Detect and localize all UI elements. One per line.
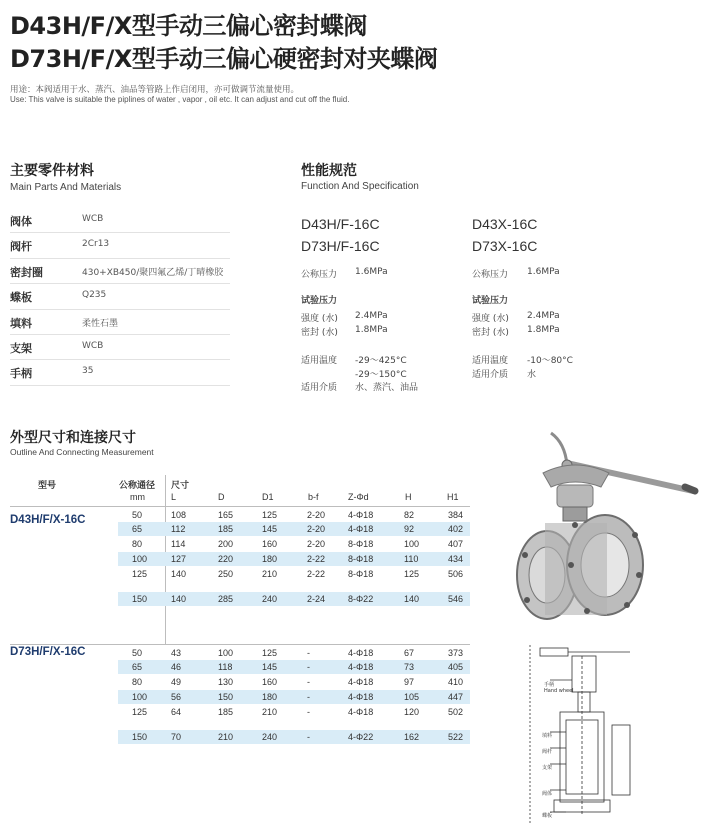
drawing-label: 阀杆 [542, 749, 553, 755]
table-cell: 4-Φ18 [348, 662, 374, 672]
table-cell: 160 [262, 539, 278, 549]
table-cell: 67 [404, 648, 415, 658]
table-cell: 240 [262, 732, 278, 742]
table-cell: 546 [448, 594, 464, 604]
model-label-group1: D43H/F/X-16C [10, 514, 86, 526]
table-cell: 140 [171, 569, 187, 579]
drawing-label: Hand wheel [544, 688, 574, 694]
spec-heading-en: Function And Specification [301, 181, 419, 192]
spec-label: 公称压力 [472, 270, 509, 280]
table-row [118, 660, 470, 674]
part-material: 2Cr13 [82, 239, 110, 250]
table-cell: 8-Φ18 [348, 539, 374, 549]
table-cell: 80 [132, 539, 143, 549]
spec-model-a: D43H/F-16C [301, 216, 380, 232]
table-cell: 405 [448, 662, 464, 672]
spec-value: -10～80°C [527, 356, 573, 366]
drawing-label: 阀体 [542, 791, 553, 797]
spec-value: 2.4MPa [527, 311, 560, 321]
table-cell: 97 [404, 677, 415, 687]
table-cell: 82 [404, 510, 415, 520]
table-cell: 434 [448, 554, 464, 564]
col-head-bf: b-f [308, 492, 319, 502]
table-cell: 2-22 [307, 569, 326, 579]
table-cell: 112 [171, 524, 186, 534]
part-material: 430+XB450/聚四氟乙烯/丁晴橡胶 [82, 267, 224, 278]
table-cell: 100 [132, 692, 148, 702]
table-cell: 100 [218, 648, 234, 658]
table-cell: 100 [132, 554, 148, 564]
table-cell: - [307, 707, 310, 717]
table-cell: 185 [218, 707, 234, 717]
table-cell: 125 [132, 707, 148, 717]
table-row [118, 646, 470, 660]
table-cell: 8-Φ18 [348, 569, 374, 579]
parts-heading-cn: 主要零件材料 [10, 163, 94, 179]
table-cell: 180 [262, 692, 278, 702]
part-name: 密封圈 [10, 265, 43, 279]
table-cell: 118 [218, 662, 233, 672]
spec-value: 1.8MPa [355, 325, 388, 335]
table-cell: 130 [218, 677, 234, 687]
spec-subheading: 试验压力 [301, 296, 338, 306]
table-cell: 4-Φ22 [348, 732, 374, 742]
part-material: 35 [82, 366, 94, 377]
table-row [118, 537, 470, 551]
spec-model-b: D73H/F-16C [301, 238, 380, 254]
table-cell: - [307, 732, 310, 742]
table-cell: - [307, 692, 310, 702]
col-head-dn: 公称通径 [119, 480, 156, 490]
table-cell: 200 [218, 539, 234, 549]
col-head-L: L [171, 492, 177, 502]
spec-value: 水、蒸汽、油品 [355, 383, 419, 393]
table-cell: 125 [262, 510, 278, 520]
table-cell: 49 [171, 677, 182, 687]
parts-heading-en: Main Parts And Materials [10, 182, 122, 193]
part-material: 柔性石墨 [82, 318, 119, 329]
spec-label: 适用介质 [301, 383, 338, 393]
table-cell: 162 [404, 732, 420, 742]
drawing-label: 蝶板 [542, 813, 553, 819]
table-cell: 2-20 [307, 539, 326, 549]
table-cell: 108 [171, 510, 187, 520]
table-cell: 92 [404, 524, 415, 534]
usage-text-en: Use: This valve is suitable the piplines of water , vapor , oil etc. It can adjust and cut off the fluid. [10, 95, 350, 104]
table-cell: 140 [404, 594, 420, 604]
table-cell: 373 [448, 648, 464, 658]
table-cell: 150 [132, 594, 148, 604]
table-cell: 410 [448, 677, 464, 687]
table-cell: 407 [448, 539, 464, 549]
table-cell: 180 [262, 554, 278, 564]
table-cell: 50 [132, 648, 143, 658]
spec-value: 1.8MPa [527, 325, 560, 335]
table-cell: 125 [262, 648, 278, 658]
table-row [118, 730, 470, 744]
table-cell: 125 [404, 569, 420, 579]
spec-value: 1.6MPa [527, 267, 560, 277]
spec-value: 水 [527, 370, 537, 380]
table-cell: 160 [262, 677, 278, 687]
spec-label: 适用温度 [472, 356, 509, 366]
table-cell: 2-24 [307, 594, 326, 604]
spec-model-b: D73X-16C [472, 238, 538, 254]
part-row [10, 335, 230, 360]
spec-label: 强度 (水) [301, 314, 338, 324]
table-cell: 145 [262, 662, 278, 672]
table-row [118, 567, 470, 581]
table-cell: 140 [171, 594, 187, 604]
table-row [118, 705, 470, 719]
part-row [10, 259, 230, 284]
table-cell: 64 [171, 707, 182, 717]
table-cell: 46 [171, 662, 182, 672]
dims-heading-en: Outline And Connecting Measurement [10, 447, 154, 457]
spec-label: 适用温度 [301, 356, 338, 366]
table-row [118, 592, 470, 606]
parts-list [10, 208, 230, 386]
table-cell: - [307, 662, 310, 672]
table-cell: 105 [404, 692, 420, 702]
part-name: 阀体 [10, 215, 32, 228]
part-row [10, 233, 230, 258]
col-head-zd: Z-Φd [348, 492, 369, 502]
col-head-H1: H1 [447, 492, 459, 502]
table-cell: 80 [132, 677, 143, 687]
table-cell: 110 [404, 554, 419, 564]
part-name: 填料 [10, 316, 32, 330]
part-row [10, 360, 230, 385]
table-cell: 522 [448, 732, 464, 742]
table-row [118, 552, 470, 566]
spec-heading-cn: 性能规范 [301, 163, 357, 179]
table-cell: - [307, 648, 310, 658]
table-cell: 185 [218, 524, 234, 534]
table-cell: 502 [448, 707, 464, 717]
table-cell: 50 [132, 510, 143, 520]
drawing-label: 填料 [542, 733, 553, 739]
table-cell: 65 [132, 524, 143, 534]
table-cell: 4-Φ18 [348, 524, 374, 534]
table-cell: 8-Φ22 [348, 594, 374, 604]
table-cell: 73 [404, 662, 415, 672]
table-row [118, 508, 470, 522]
table-cell: 114 [171, 539, 186, 549]
part-material: Q235 [82, 290, 107, 301]
col-head-size: 尺寸 [171, 480, 190, 490]
part-row [10, 284, 230, 309]
spec-label: 密封 (水) [472, 328, 509, 338]
table-cell: 240 [262, 594, 278, 604]
table-cell: 127 [171, 554, 187, 564]
spec-value: 1.6MPa [355, 267, 388, 277]
spec-subheading: 试验压力 [472, 296, 509, 306]
part-material: WCB [82, 340, 104, 351]
table-cell: 100 [404, 539, 420, 549]
table-cell: 145 [262, 524, 278, 534]
table-cell: 125 [132, 569, 148, 579]
table-cell: 150 [132, 732, 148, 742]
table-cell: 4-Φ18 [348, 707, 374, 717]
table-cell: 165 [218, 510, 234, 520]
drawing-label: 支架 [542, 765, 553, 771]
drawing-label: 手柄 [544, 682, 555, 688]
col-head-model: 型号 [38, 480, 57, 490]
table-cell: - [307, 677, 310, 687]
part-material: WCB [82, 214, 104, 224]
table-cell: 150 [218, 692, 234, 702]
table-cell: 4-Φ18 [348, 510, 374, 520]
part-name: 支架 [10, 341, 32, 355]
table-cell: 447 [448, 692, 464, 702]
table-cell: 210 [262, 569, 278, 579]
table-cell: 43 [171, 648, 182, 658]
table-cell: 8-Φ18 [348, 554, 374, 564]
spec-label: 密封 (水) [301, 328, 338, 338]
part-name: 手柄 [10, 367, 32, 381]
table-cell: 220 [218, 554, 234, 564]
spec-value: 2.4MPa [355, 311, 388, 321]
table-cell: 4-Φ18 [348, 648, 374, 658]
table-cell: 402 [448, 524, 464, 534]
table-cell: 4-Φ18 [348, 677, 374, 687]
col-head-H: H [405, 492, 412, 502]
table-row [118, 522, 470, 536]
table-cell: 2-20 [307, 524, 326, 534]
part-row [10, 310, 230, 335]
valve-photo-image [505, 425, 700, 630]
col-head-D1: D1 [262, 492, 274, 502]
part-name: 阀杆 [10, 240, 32, 254]
spec-label: 适用介质 [472, 370, 509, 380]
spec-value: -29～150°C [355, 370, 407, 380]
valve-section-drawing [520, 640, 660, 830]
table-cell: 210 [262, 707, 278, 717]
table-cell: 285 [218, 594, 234, 604]
table-cell: 56 [171, 692, 182, 702]
table-cell: 4-Φ18 [348, 692, 374, 702]
col-head-mm: mm [130, 492, 145, 502]
page-title-line2: D73H/F/X型手动三偏心硬密封对夹蝶阀 [10, 45, 438, 73]
usage-text-cn: 用途：本阀适用于水、蒸汽、油品等管路上作启闭用，亦可做调节流量使用。 [10, 85, 300, 95]
table-row [118, 675, 470, 689]
table-cell: 506 [448, 569, 464, 579]
table-cell: 70 [171, 732, 182, 742]
table-cell: 384 [448, 510, 464, 520]
spec-value: -29～425°C [355, 356, 407, 366]
part-row [10, 208, 230, 233]
spec-model-a: D43X-16C [472, 216, 538, 232]
part-name: 蝶板 [10, 291, 32, 305]
table-row [118, 690, 470, 704]
col-head-D: D [218, 492, 225, 502]
spec-label: 强度 (水) [472, 314, 509, 324]
table-cell: 120 [404, 707, 420, 717]
page-title-line1: D43H/F/X型手动三偏心密封蝶阀 [10, 12, 367, 40]
table-cell: 250 [218, 569, 234, 579]
spec-label: 公称压力 [301, 270, 338, 280]
table-cell: 210 [218, 732, 234, 742]
table-cell: 65 [132, 662, 143, 672]
table-cell: 2-20 [307, 510, 326, 520]
table-cell: 2-22 [307, 554, 326, 564]
model-label-group2: D73H/F/X-16C [10, 646, 86, 658]
dims-heading-cn: 外型尺寸和连接尺寸 [10, 430, 136, 446]
